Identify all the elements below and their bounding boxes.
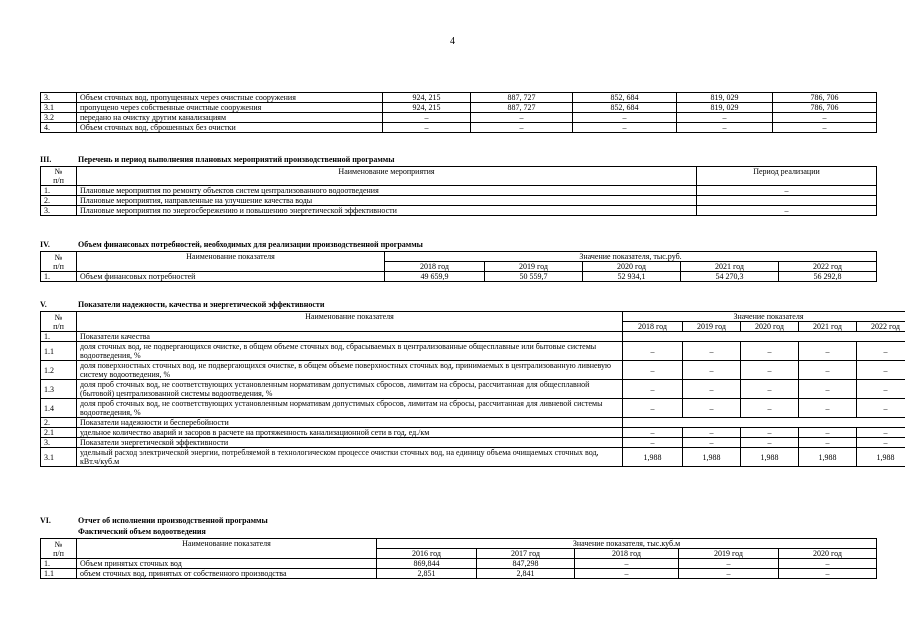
table-row <box>41 559 877 569</box>
value-cell: – <box>679 559 779 569</box>
table-row <box>41 206 877 216</box>
year-header: 2022 год <box>857 322 905 332</box>
value-cell: – <box>383 113 471 123</box>
row-empty <box>623 332 905 342</box>
value-cell: 50 559,7 <box>485 272 583 282</box>
table-row <box>41 399 905 418</box>
row-number: 1. <box>41 332 77 342</box>
value-cell: 56 292,8 <box>779 272 877 282</box>
value-cell: 869,844 <box>377 559 477 569</box>
row-name: Плановые мероприятия по энергосбережению и повышению энергетической эффективности <box>77 206 697 216</box>
row-name: передано на очистку другим канализациям <box>77 113 383 123</box>
indicators-table <box>40 311 905 467</box>
period-cell: – <box>697 206 877 216</box>
value-cell: – <box>857 361 905 380</box>
row-name: Показатели надежности и бесперебойности <box>77 418 623 428</box>
table-row <box>41 272 877 282</box>
measures-table <box>40 166 877 216</box>
row-name: Объем принятых сточных вод <box>77 559 377 569</box>
value-cell: – <box>575 559 679 569</box>
row-name: Плановые мероприятия, направленные на улучшение качества воды <box>77 196 697 206</box>
row-empty <box>623 418 905 428</box>
row-number: 1.2 <box>41 361 77 380</box>
value-cell: 887, 727 <box>471 103 573 113</box>
period-cell: – <box>697 186 877 196</box>
value-cell: – <box>623 428 683 438</box>
value-cell: – <box>741 438 799 448</box>
value-cell: – <box>683 361 741 380</box>
value-cell: 2,851 <box>377 569 477 579</box>
value-cell: – <box>773 123 877 133</box>
value-cell: – <box>471 123 573 133</box>
value-cell: – <box>773 113 877 123</box>
value-cell: – <box>799 342 857 361</box>
table-row <box>41 113 877 123</box>
value-cell: 786, 706 <box>773 93 877 103</box>
value-cell: – <box>623 438 683 448</box>
value-cell: – <box>857 438 905 448</box>
year-header: 2022 год <box>779 262 877 272</box>
period-cell <box>697 196 877 206</box>
table-row <box>41 418 905 428</box>
year-header: 2019 год <box>683 322 741 332</box>
value-cell: – <box>857 399 905 418</box>
row-name: Показатели энергетической эффективности <box>77 438 623 448</box>
row-number: 3. <box>41 93 77 103</box>
year-header: 2020 год <box>583 262 681 272</box>
row-number: 1. <box>41 272 77 282</box>
row-number: 3. <box>41 206 77 216</box>
year-header: 2018 год <box>385 262 485 272</box>
value-cell: – <box>471 113 573 123</box>
page-number: 4 <box>450 36 455 47</box>
value-cell: 1,988 <box>857 448 905 467</box>
value-cell: – <box>779 569 877 579</box>
value-cell: – <box>741 428 799 438</box>
value-cell: 2,841 <box>477 569 575 579</box>
value-cell: – <box>383 123 471 133</box>
table-row <box>41 93 877 103</box>
value-cell: – <box>857 380 905 399</box>
value-cell: 49 659,9 <box>385 272 485 282</box>
volume-table <box>40 92 877 133</box>
table-row <box>41 448 905 467</box>
row-number: 2. <box>41 196 77 206</box>
row-name: Объем сточных вод, пропущенных через очистные сооружения <box>77 93 383 103</box>
value-cell: – <box>779 559 877 569</box>
value-cell: – <box>679 569 779 579</box>
row-name: Плановые мероприятия по ремонту объектов систем централизованного водоотведения <box>77 186 697 196</box>
year-header: 2020 год <box>779 549 877 559</box>
table-row <box>41 342 905 361</box>
value-cell: – <box>799 380 857 399</box>
finance-table <box>40 251 877 282</box>
header-name: Наименование показателя <box>77 312 623 332</box>
row-name: удельный расход электрической энергии, потребляемой в технологическом процессе очистки сточных вод, на единицу объема очищаемых сточных вод, кВт.ч/куб.м <box>77 448 623 467</box>
value-cell: – <box>799 399 857 418</box>
value-cell: – <box>799 428 857 438</box>
year-header: 2016 год <box>377 549 477 559</box>
value-cell: 1,988 <box>623 448 683 467</box>
table-row <box>41 186 877 196</box>
header-num: № п/п <box>41 539 77 559</box>
section-title: IV. Объем финансовых потребностей, необходимых для реализации производственной программы <box>40 240 423 249</box>
row-name: удельное количество аварий и засоров в расчете на протяженность канализационной сети в год, ед./км <box>77 428 623 438</box>
header-value: Значение показателя <box>623 312 905 322</box>
year-header: 2021 год <box>799 322 857 332</box>
value-cell: – <box>683 342 741 361</box>
value-cell: 786, 706 <box>773 103 877 113</box>
row-number: 3. <box>41 438 77 448</box>
row-name: доля сточных вод, не подвергающихся очистке, в общем объеме сточных вод, сбрасываемых в централизованные общесплавные или бытовые системы водоотведения, % <box>77 342 623 361</box>
row-name: Объем финансовых потребностей <box>77 272 385 282</box>
table-row <box>41 380 905 399</box>
section-subtitle: Фактический объем водоотведения <box>78 527 206 536</box>
row-number: 2. <box>41 418 77 428</box>
header-name: Наименование показателя <box>77 539 377 559</box>
value-cell: – <box>799 361 857 380</box>
header-value: Значение показателя, тыс.руб. <box>385 252 877 262</box>
row-number: 4. <box>41 123 77 133</box>
table-row <box>41 196 877 206</box>
row-name: доля поверхностных сточных вод, не подвергающихся очистке, в общем объеме поверхностных сточных вод, принимаемых в централизованную ливневую систему водоотведения, % <box>77 361 623 380</box>
value-cell: 1,988 <box>683 448 741 467</box>
value-cell: 54 270,3 <box>681 272 779 282</box>
table-row <box>41 361 905 380</box>
section-title: III. Перечень и период выполнения плановых мероприятий производственной программы <box>40 155 395 164</box>
value-cell: 1,988 <box>741 448 799 467</box>
row-number: 1.4 <box>41 399 77 418</box>
value-cell: – <box>741 380 799 399</box>
value-cell: – <box>741 361 799 380</box>
header-num: № п/п <box>41 252 77 272</box>
value-cell: – <box>677 123 773 133</box>
value-cell: 847,298 <box>477 559 575 569</box>
row-number: 1. <box>41 559 77 569</box>
value-cell: – <box>857 428 905 438</box>
value-cell: – <box>573 113 677 123</box>
row-number: 1.3 <box>41 380 77 399</box>
year-header: 2017 год <box>477 549 575 559</box>
value-cell: – <box>799 438 857 448</box>
value-cell: – <box>683 428 741 438</box>
header-num: № п/п <box>41 167 77 186</box>
value-cell: – <box>741 399 799 418</box>
row-name: доля проб сточных вод, не соответствующих установленным нормативам допустимых сбросов, лимитам на сбросы, рассчитанная для ливневой системы водоотведения, % <box>77 399 623 418</box>
section-title: V. Показатели надежности, качества и энергетической эффективности <box>40 300 325 309</box>
table-row <box>41 123 877 133</box>
value-cell: 852, 684 <box>573 93 677 103</box>
header-period: Период реализации <box>697 167 877 186</box>
table-row <box>41 103 877 113</box>
row-name: Показатели качества <box>77 332 623 342</box>
year-header: 2019 год <box>679 549 779 559</box>
table-row <box>41 428 905 438</box>
value-cell: – <box>857 342 905 361</box>
header-name: Наименование мероприятия <box>77 167 697 186</box>
section-title: VI. Отчет об исполнении производственной программы <box>40 516 268 525</box>
report-table <box>40 538 877 579</box>
row-name: Объем сточных вод, сброшенных без очистки <box>77 123 383 133</box>
table-row <box>41 569 877 579</box>
value-cell: – <box>573 123 677 133</box>
value-cell: – <box>683 380 741 399</box>
row-number: 1.1 <box>41 342 77 361</box>
row-number: 3.2 <box>41 113 77 123</box>
year-header: 2019 год <box>485 262 583 272</box>
year-header: 2018 год <box>623 322 683 332</box>
value-cell: – <box>683 438 741 448</box>
row-number: 1.1 <box>41 569 77 579</box>
value-cell: 52 934,1 <box>583 272 681 282</box>
row-name: пропущено через собственные очистные сооружения <box>77 103 383 113</box>
header-num: № п/п <box>41 312 77 332</box>
value-cell: 852, 684 <box>573 103 677 113</box>
value-cell: – <box>623 361 683 380</box>
row-number: 1. <box>41 186 77 196</box>
table-row <box>41 332 905 342</box>
year-header: 2021 год <box>681 262 779 272</box>
row-number: 3.1 <box>41 448 77 467</box>
value-cell: – <box>575 569 679 579</box>
value-cell: 1,988 <box>799 448 857 467</box>
row-name: доля проб сточных вод, не соответствующих установленным нормативам допустимых сбросов, лимитам на сбросы, рассчитанная для общесплавной (бытовой) централизованной системы водоотведения, % <box>77 380 623 399</box>
value-cell: – <box>683 399 741 418</box>
value-cell: 924, 215 <box>383 93 471 103</box>
value-cell: – <box>623 399 683 418</box>
year-header: 2020 год <box>741 322 799 332</box>
header-value: Значение показателя, тыс.куб.м <box>377 539 877 549</box>
table-row <box>41 438 905 448</box>
value-cell: 924, 215 <box>383 103 471 113</box>
value-cell: – <box>677 113 773 123</box>
row-number: 3.1 <box>41 103 77 113</box>
header-name: Наименование показателя <box>77 252 385 272</box>
value-cell: 819, 029 <box>677 103 773 113</box>
value-cell: – <box>623 380 683 399</box>
row-name: объем сточных вод, принятых от собственного производства <box>77 569 377 579</box>
value-cell: 887, 727 <box>471 93 573 103</box>
value-cell: – <box>623 342 683 361</box>
year-header: 2018 год <box>575 549 679 559</box>
value-cell: 819, 029 <box>677 93 773 103</box>
row-number: 2.1 <box>41 428 77 438</box>
value-cell: – <box>741 342 799 361</box>
